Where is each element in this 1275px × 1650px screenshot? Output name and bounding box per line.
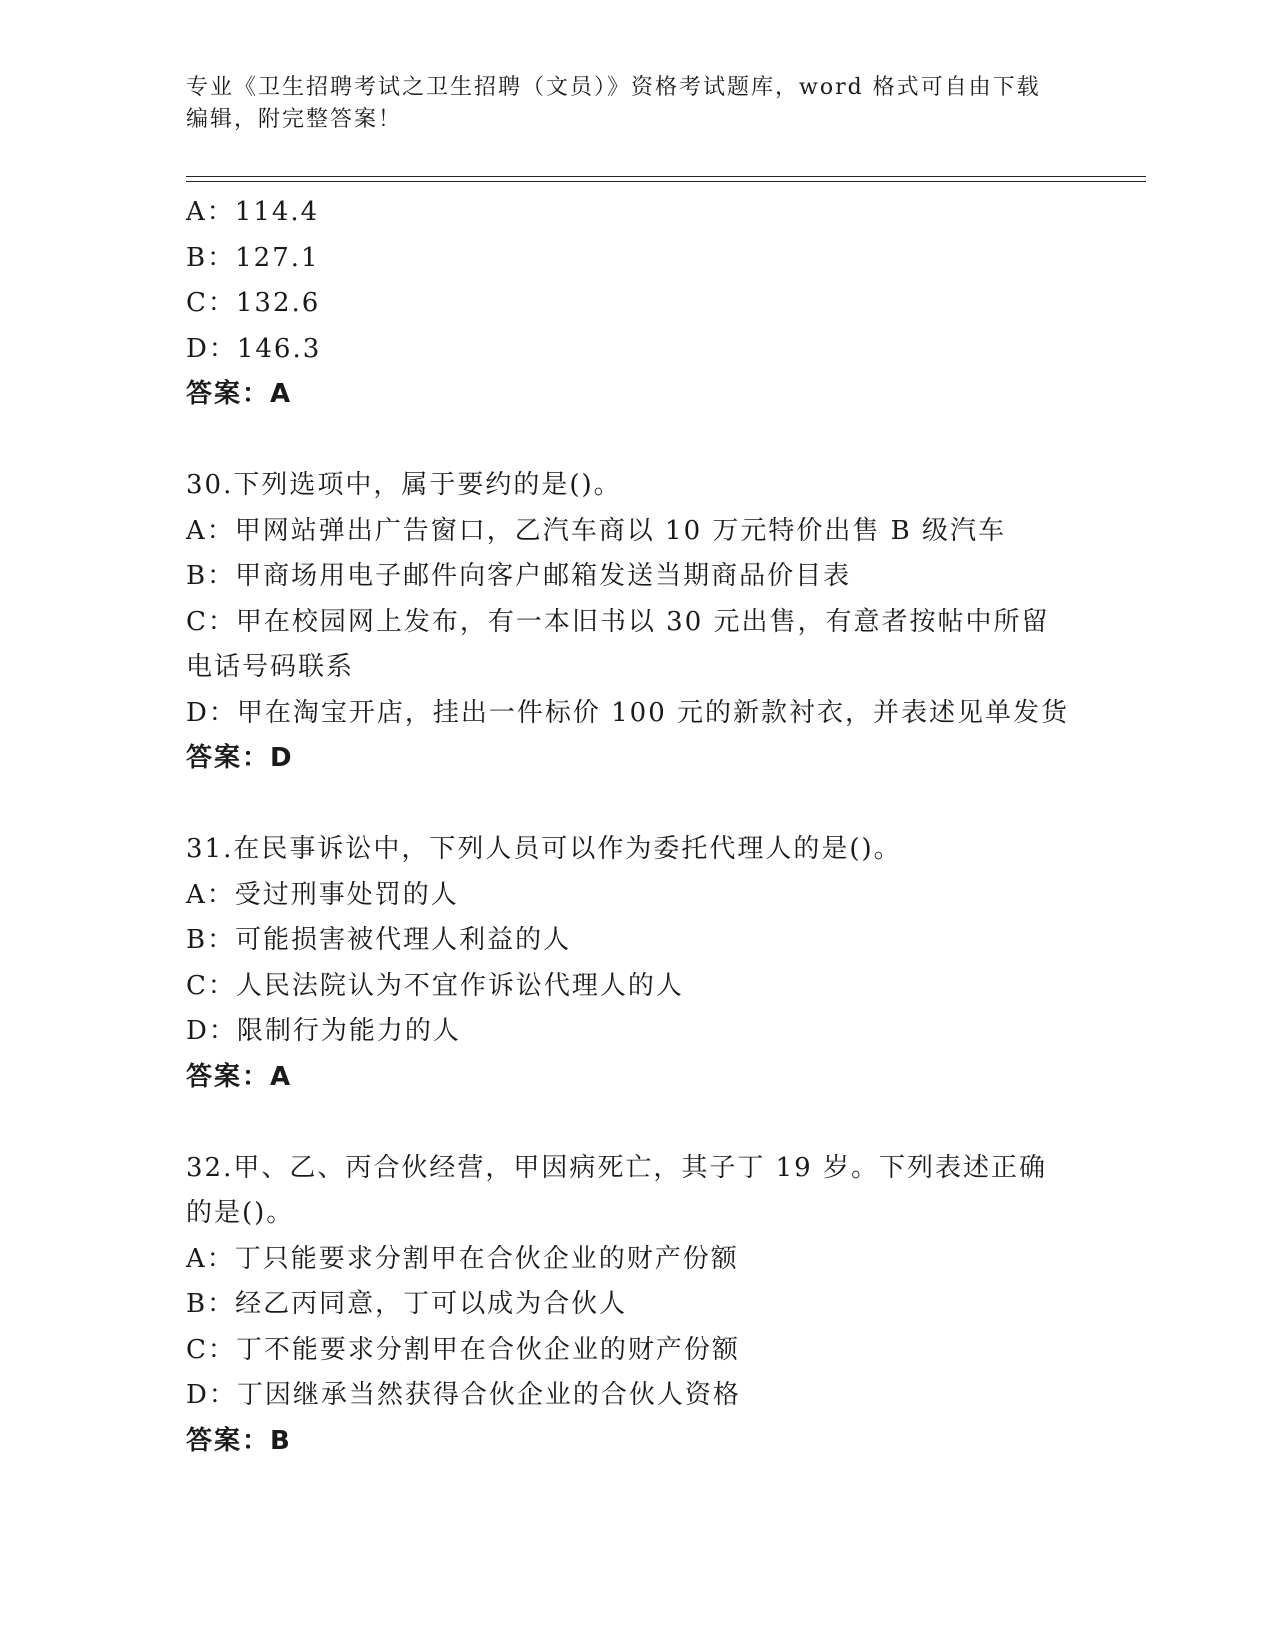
- option-d: D：限制行为能力的人: [186, 1016, 461, 1046]
- header-line-2: 编辑，附完整答案！: [186, 107, 403, 132]
- option-c: C：人民法院认为不宜作诉讼代理人的人: [186, 970, 684, 1001]
- option-d: D：甲在淘宝开店，挂出一件标价 100 元的新款衬衣，并表述见单发货: [186, 697, 1070, 728]
- question-stem: 31.在民事诉讼中，下列人员可以作为委托代理人的是()。: [186, 834, 902, 864]
- question-block-32: [186, 1146, 1086, 1465]
- spacer: [186, 418, 1086, 464]
- question-stem: 30.下列选项中，属于要约的是()。: [186, 470, 622, 500]
- option-c-continued: 电话号码联系: [186, 652, 355, 682]
- option-b: B：甲商场用电子邮件向客户邮箱发送当期商品价目表: [186, 561, 852, 591]
- question-stem: 32.甲、乙、丙合伙经营，甲因病死亡，其子丁 19 岁。下列表述正确: [186, 1152, 1047, 1183]
- option-c: C：丁不能要求分割甲在合伙企业的财产份额: [186, 1334, 740, 1365]
- question-stem-continued: 的是()。: [186, 1198, 295, 1228]
- option-c: C：甲在校园网上发布，有一本旧书以 30 元出售，有意者按帖中所留: [186, 606, 1050, 637]
- header-line-1: 专业《卫生招聘考试之卫生招聘（文员）》资格考试题库，word 格式可自由下载: [186, 75, 1041, 100]
- option-c: C：132.6: [186, 288, 321, 318]
- document-header: [186, 72, 1086, 136]
- question-block-29: [186, 190, 1086, 418]
- question-block-30: [186, 463, 1086, 782]
- option-b: B：可能损害被代理人利益的人: [186, 925, 572, 955]
- answer-line: 答案：B: [186, 1425, 292, 1456]
- answer-line: 答案：D: [186, 743, 294, 773]
- question-block-31: [186, 827, 1086, 1100]
- answer-line: 答案：A: [186, 379, 293, 409]
- spacer: [186, 782, 1086, 828]
- option-d: D：146.3: [186, 333, 322, 364]
- header-rule-top: [186, 176, 1146, 177]
- option-a: A：114.4: [186, 197, 320, 227]
- answer-line: 答案：A: [186, 1061, 293, 1092]
- option-a: A：受过刑事处罚的人: [186, 879, 459, 910]
- spacer: [186, 1100, 1086, 1146]
- question-list: [186, 190, 1086, 1464]
- option-b: B：经乙丙同意，丁可以成为合伙人: [186, 1289, 628, 1319]
- option-a: A：丁只能要求分割甲在合伙企业的财产份额: [186, 1243, 739, 1274]
- option-b: B：127.1: [186, 242, 320, 273]
- header-rule-bottom: [186, 181, 1146, 182]
- option-a: A：甲网站弹出广告窗口，乙汽车商以 10 万元特价出售 B 级汽车: [186, 515, 1007, 546]
- option-d: D：丁因继承当然获得合伙企业的合伙人资格: [186, 1380, 741, 1410]
